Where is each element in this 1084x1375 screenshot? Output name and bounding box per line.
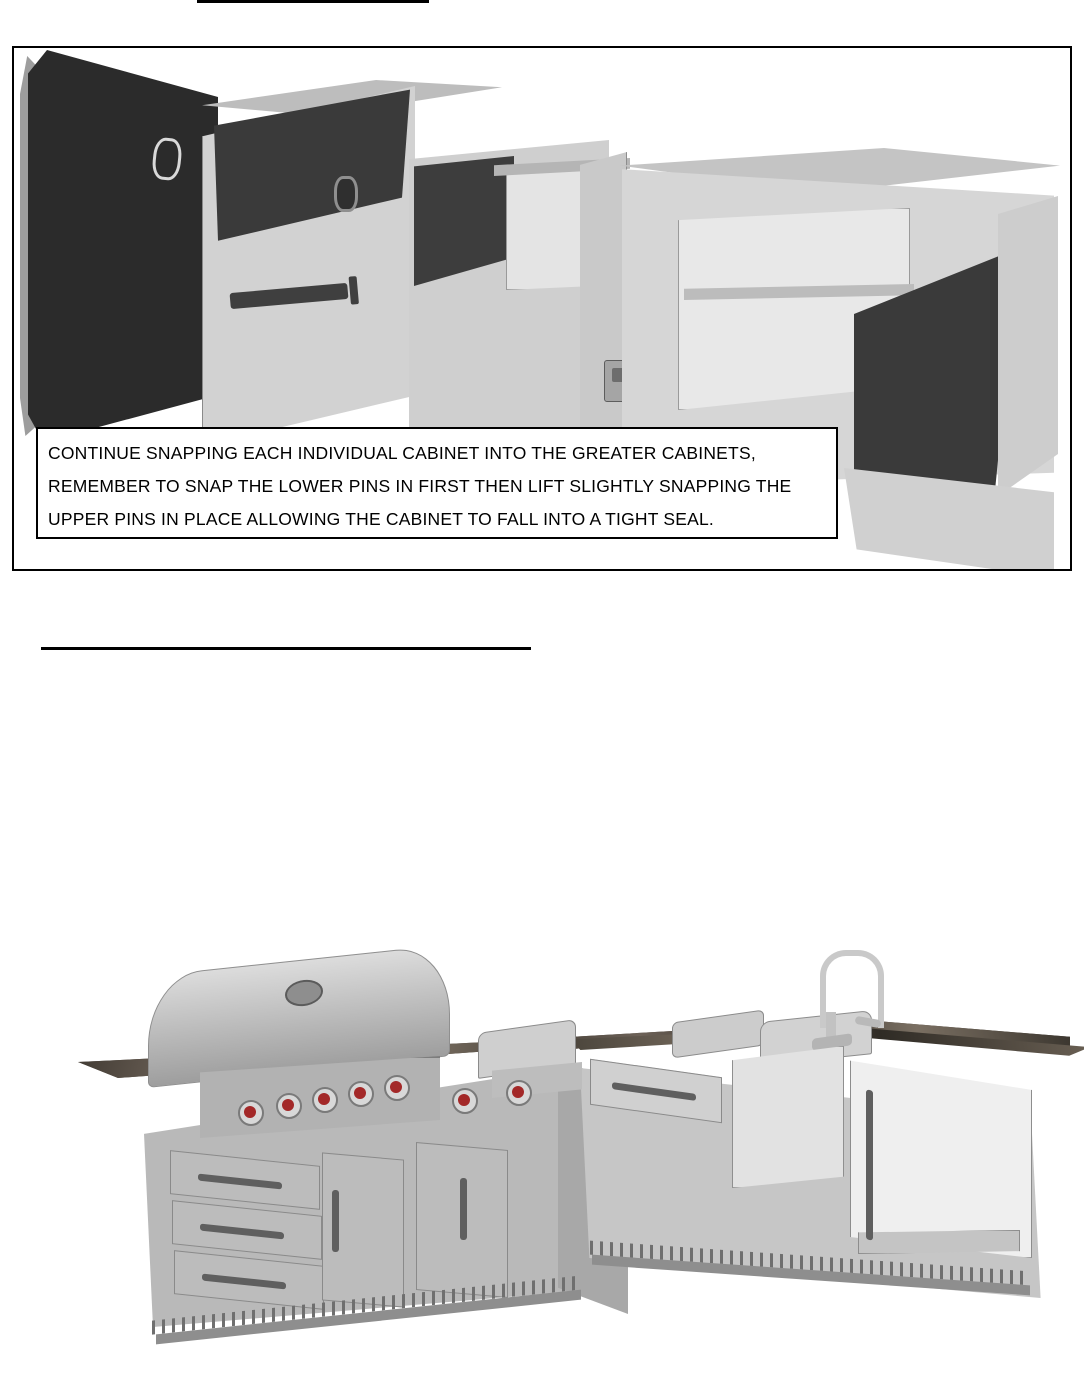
instruction-caption-box <box>36 427 838 539</box>
cabinet-three-right-edge <box>998 196 1058 496</box>
grill-knob-2 <box>276 1093 302 1119</box>
cabinet-door-right-handle <box>460 1178 467 1240</box>
refrigerator-vent-grille <box>858 1230 1020 1254</box>
access-door-panel <box>732 1046 844 1188</box>
cabinet-door-left-handle <box>332 1190 339 1252</box>
top-section-rule <box>197 0 429 3</box>
side-burner-knob-2 <box>506 1080 532 1106</box>
caption-line-1: CONTINUE SNAPPING EACH INDIVIDUAL CABINET INTO THE GREATER CABINETS, <box>48 443 756 463</box>
open-cabinet-door <box>28 50 218 442</box>
caption-line-3: UPPER PINS IN PLACE ALLOWING THE CABINET TO FALL INTO A TIGHT SEAL. <box>48 509 714 529</box>
cabinet-one-latch-icon <box>334 176 358 212</box>
figure-cabinet-assembly <box>12 46 1072 571</box>
grill-knob-4 <box>348 1081 374 1107</box>
figure-finished-kitchen <box>60 940 1070 1360</box>
caption-line-2: REMEMBER TO SNAP THE LOWER PINS IN FIRST THEN LIFT SLIGHTLY SNAPPING THE <box>48 476 792 496</box>
cabinet-three-base-panel <box>844 468 1054 569</box>
outdoor-refrigerator-door <box>850 1048 1032 1258</box>
cabinet-divider-column <box>580 152 627 474</box>
mid-section-rule <box>41 647 531 650</box>
side-burner-knob-1 <box>452 1088 478 1114</box>
door-handle-slot-icon <box>151 137 183 182</box>
warming-drawer <box>672 1010 764 1059</box>
refrigerator-handle <box>866 1090 873 1241</box>
grill-knob-5 <box>384 1075 410 1101</box>
grill-knob-3 <box>312 1087 338 1113</box>
grill-knob-1 <box>238 1100 264 1126</box>
